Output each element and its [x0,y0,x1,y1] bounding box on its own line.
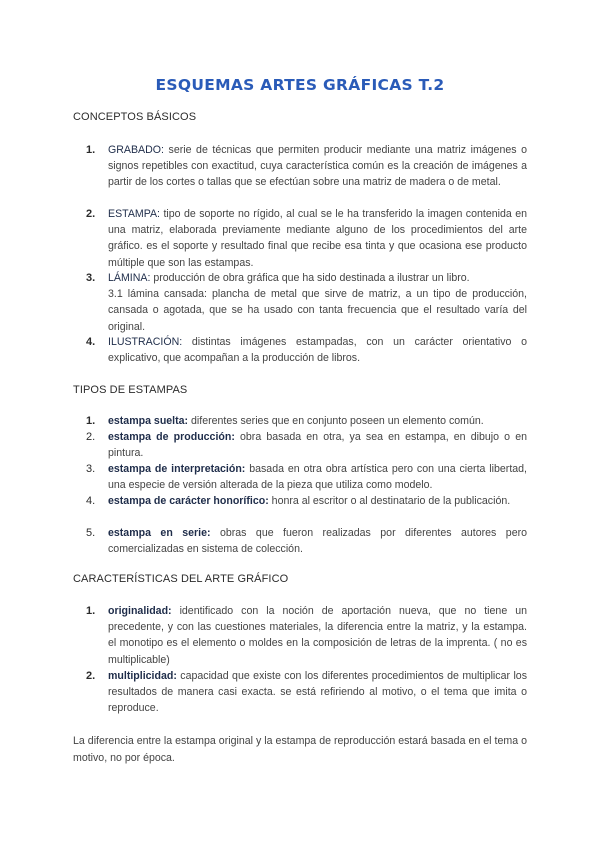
list-text [108,142,527,191]
list-description: identificado con la noción de aportación nueva, que no tiene un precedente, y con las cuestiones materiales, la diferencia entre la matriz, y la estampa. el monotipo es el elemento o moldes en la composición de letras de la imprenta. ( no es multiplicable) [108,605,527,666]
section-heading-tipos: TIPOS DE ESTAMPAS [73,384,188,396]
list-description: obra basada en otra, ya sea en estampa, en dibujo o en pintura. [108,431,527,460]
list-description: distintas imágenes estampadas, con un carácter orientativo o explicativo, que acompañan a la producción de libros. [108,336,527,365]
section-heading-caracteristicas: CARACTERÍSTICAS DEL ARTE GRÁFICO [73,573,289,585]
list-description: serie de técnicas que permiten producir mediante una matriz imágenes o signos repetibles con exactitud, cuya característica común es la creación de imágenes a partir de los cortes o tallas que se efectúan sobre una matriz de madera o de metal. [108,144,527,189]
list-number: 2. [86,208,96,220]
list-text [108,270,527,335]
list-term: estampa de producción: [108,431,235,443]
list-description: tipo de soporte no rígido, al cual se le ha transferido la imagen contenida en una matriz, elaborada previamente mediante alguno de los procedimientos del arte gráfico. es el soporte y resultado final que recibe esa tinta y que ocasiona ese producto múltiple que son las estampas. [108,208,527,269]
list-number: 5. [86,527,96,539]
section-heading-conceptos: CONCEPTOS BÁSICOS [73,111,197,123]
list-text [108,603,527,668]
list-text [108,334,527,366]
list-description: basada en otra obra artística pero con una cierta libertad, una especie de versión alterada de la pieza que utiliza como modelo. [108,463,527,492]
list-term: estampa de interpretación: [108,463,246,475]
list-number: 1. [86,415,96,427]
list-text [108,525,527,557]
page-title: ESQUEMAS ARTES GRÁFICAS T.2 [155,76,445,94]
list-description: obras que fueron realizadas por diferentes autores pero comercializadas en sistema de colección. [108,527,528,556]
list-number: 3. [86,272,96,284]
list-description: honra al escritor o al destinatario de la publicación. [268,495,511,507]
list-term: ILUSTRACIÓN: [108,336,183,348]
list-term: multiplicidad: [108,670,177,682]
list-number: 1. [86,605,96,617]
list-term: estampa suelta: [108,415,189,427]
sub-item: 3.1 lámina cansada: plancha de metal que sirve de matriz, a un tipo de producción, cansada o agotada, que se ha usado con tanta frecuencia que el resultado varía del original. [108,288,527,333]
list-term: originalidad: [108,605,172,617]
list-number: 1. [86,144,96,156]
list-number: 4. [86,495,96,507]
closing-paragraph: La diferencia entre la estampa original y la estampa de reproducción estará basada en el tema o motivo, no por época. [73,735,527,764]
list-text [108,668,527,717]
list-number: 3. [86,463,96,475]
list-term: estampa de carácter honorífico: [108,495,269,507]
list-text [108,461,527,493]
list-term: LÁMINA: [108,272,151,284]
list-description: diferentes series que en conjunto poseen un elemento común. [188,415,484,427]
list-term: ESTAMPA: [108,208,160,220]
list-number: 2. [86,431,96,443]
list-number: 2. [86,670,96,682]
list-text [108,413,527,429]
list-text [108,493,527,509]
list-description: producción de obra gráfica que ha sido destinada a ilustrar un libro. [150,272,470,284]
list-term: GRABADO: [108,144,164,156]
list-text [108,429,527,461]
list-description: capacidad que existe con los diferentes procedimientos de multiplicar los resultados de manera casi exacta. se está refiriendo al motivo, o el tema que imita o reproduce. [108,670,527,715]
list-text [108,206,527,271]
list-term: estampa en serie: [108,527,211,539]
list-number: 4. [86,336,96,348]
